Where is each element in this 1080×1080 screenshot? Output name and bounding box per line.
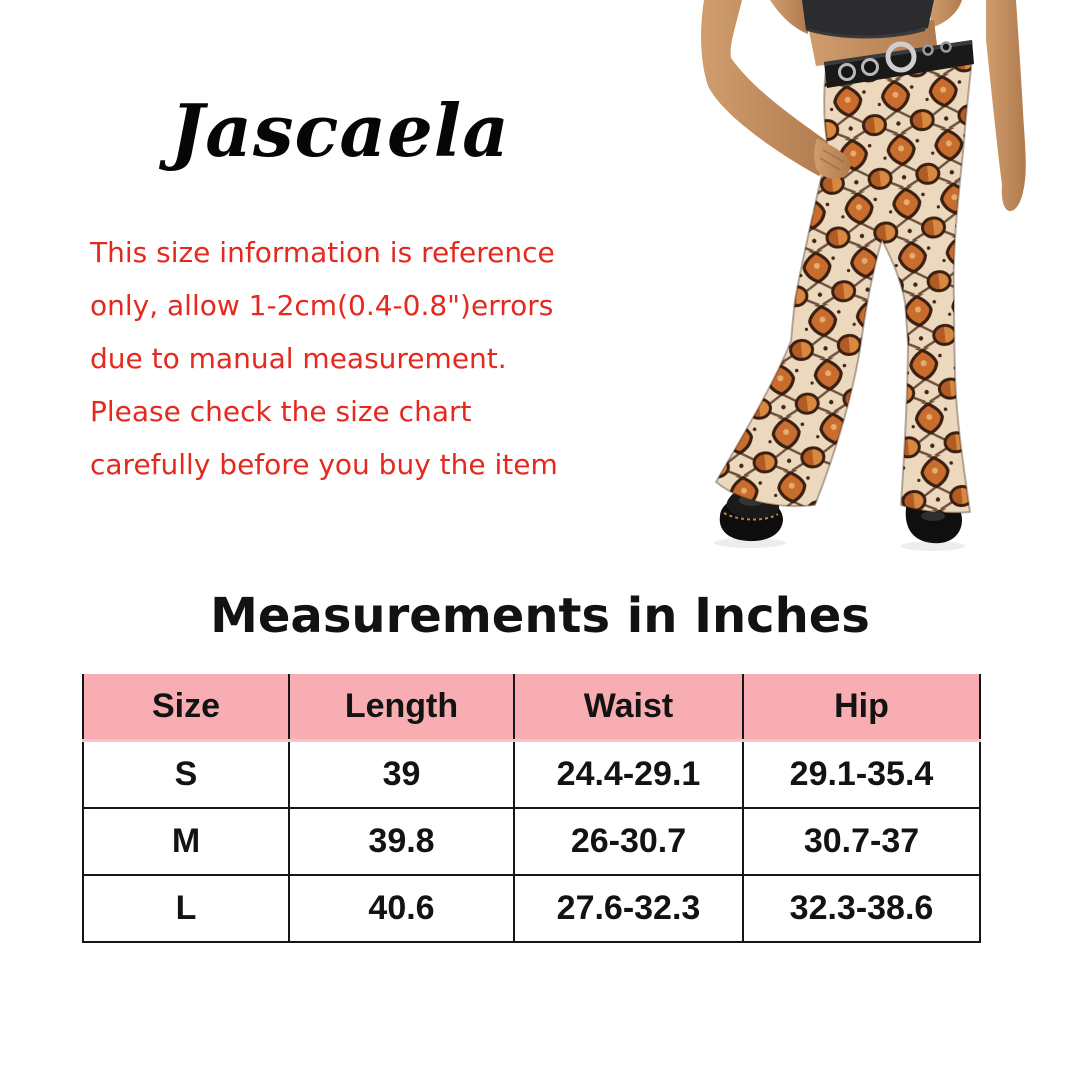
disclaimer-line: This size information is reference [90, 236, 555, 269]
table-row [83, 741, 980, 809]
column-header-waist: Waist [514, 674, 743, 741]
column-header-hip: Hip [743, 674, 980, 741]
column-header-length: Length [289, 674, 514, 741]
disclaimer-line: carefully before you buy the item [90, 448, 558, 481]
column-header-size: Size [83, 674, 289, 741]
disclaimer-line: only, allow 1-2cm(0.4-0.8")errors [90, 289, 554, 322]
size-chart-table [82, 674, 981, 943]
disclaimer-line: Please check the size chart [90, 395, 472, 428]
size-chart-header-row [83, 674, 980, 741]
table-row [83, 808, 980, 875]
cell-size: S [83, 741, 289, 809]
cell-hip: 32.3-38.6 [743, 875, 980, 942]
cell-waist: 24.4-29.1 [514, 741, 743, 809]
model-crop-top [802, 0, 934, 39]
size-disclaimer [90, 226, 650, 491]
table-row [83, 875, 980, 942]
cell-size: L [83, 875, 289, 942]
cell-length: 40.6 [289, 875, 514, 942]
cell-length: 39.8 [289, 808, 514, 875]
disclaimer-line: due to manual measurement. [90, 342, 507, 375]
brand-title: Jascaela [170, 88, 510, 173]
cell-waist: 27.6-32.3 [514, 875, 743, 942]
cell-size: M [83, 808, 289, 875]
section-heading: Measurements in Inches [210, 588, 870, 644]
cell-hip: 30.7-37 [743, 808, 980, 875]
cell-hip: 29.1-35.4 [743, 741, 980, 809]
cell-waist: 26-30.7 [514, 808, 743, 875]
product-photo [620, 0, 1080, 560]
cell-length: 39 [289, 741, 514, 809]
